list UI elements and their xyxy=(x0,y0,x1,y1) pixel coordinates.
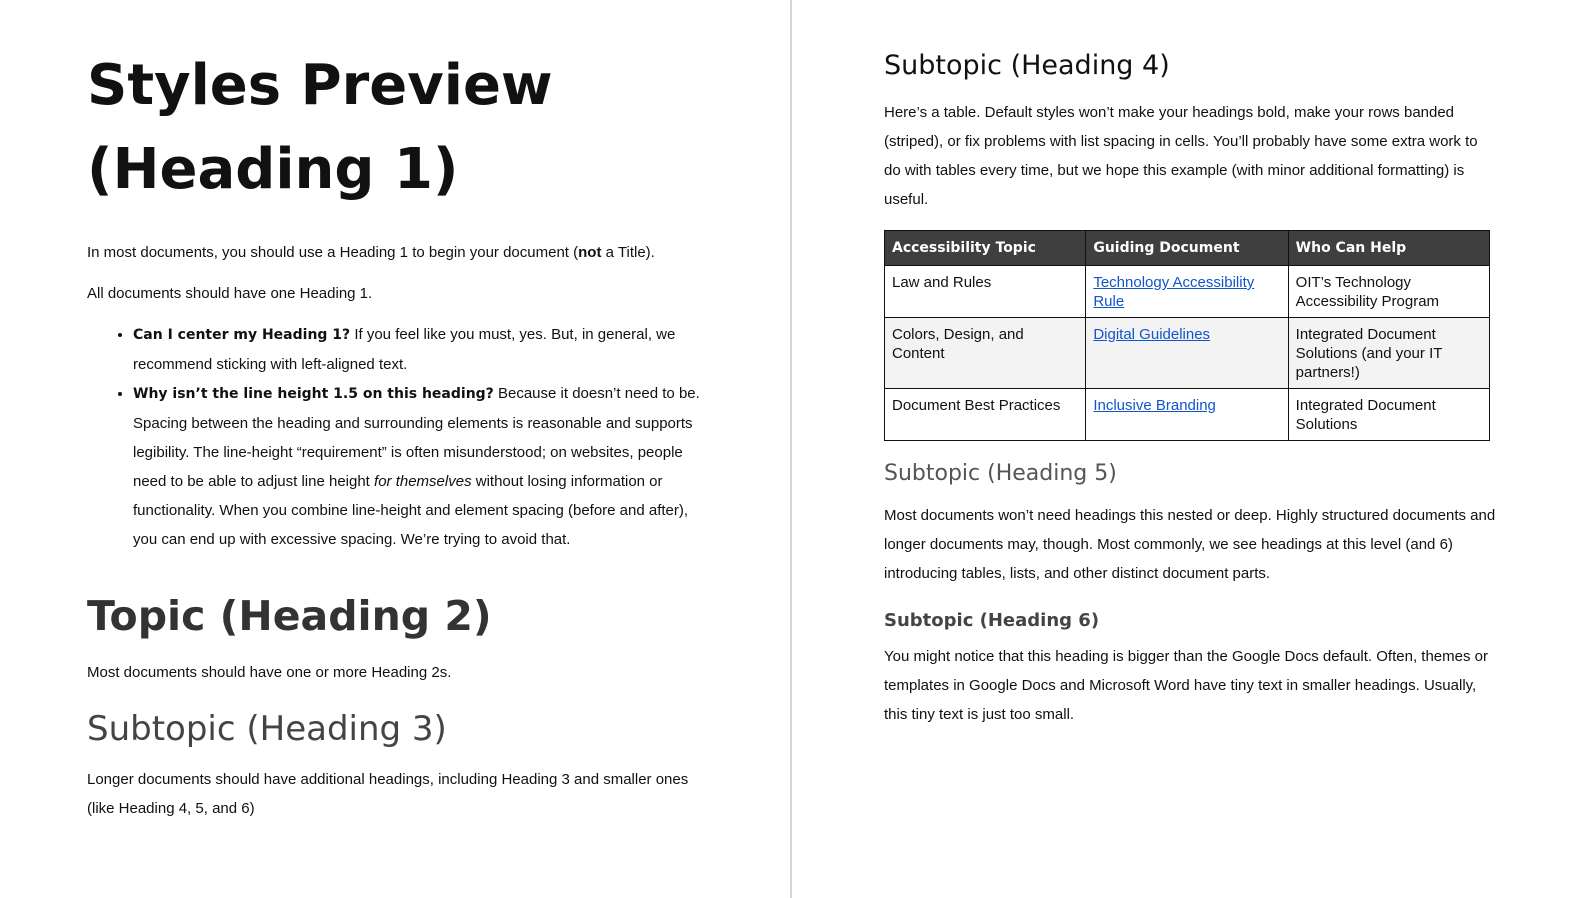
table-cell: Document Best Practices xyxy=(885,389,1086,441)
faq-list xyxy=(87,320,707,554)
page-divider xyxy=(790,0,792,898)
table-row xyxy=(885,318,1490,389)
table-cell: Colors, Design, and Content xyxy=(885,318,1086,389)
list-item: • Why isn’t the line height 1.5 on this heading? Because it doesn’t need to be. Spacing between the heading and surrounding elements is reasonable and supports legibility. The line-height “requirement” is often misunderstood; on websites, people need to be able to adjust line height for themselves without losing information or functionality. When you combine line-height and element spacing (before and after), you can end up with excessive spacing. We’re trying to avoid that. xyxy=(133,379,707,554)
heading-4: Subtopic (Heading 4) xyxy=(884,50,1170,81)
column-header: Who Can Help xyxy=(1288,231,1489,266)
table-cell: OIT’s Technology Accessibility Program xyxy=(1288,266,1489,318)
bold-not: not xyxy=(578,244,602,261)
heading-4-paragraph: Here’s a table. Default styles won’t make your headings bold, make your rows banded (striped), or fix problems with list spacing in cells. You’ll probably have some extra work to do with tables every time, but we hope this example (with minor additional formatting) is useful. xyxy=(884,104,1478,208)
right-page xyxy=(884,0,1496,729)
table-cell: Integrated Document Solutions (and your IT partners!) xyxy=(1288,318,1489,389)
link-inclusive-branding[interactable]: Inclusive Branding xyxy=(1093,397,1216,414)
heading-2-paragraph: Most documents should have one or more Heading 2s. xyxy=(87,664,452,681)
heading-5: Subtopic (Heading 5) xyxy=(884,461,1117,486)
heading-3: Subtopic (Heading 3) xyxy=(87,709,447,749)
column-header: Accessibility Topic xyxy=(885,231,1086,266)
left-page xyxy=(87,0,707,823)
table-row xyxy=(885,389,1490,441)
accessibility-table xyxy=(884,230,1490,441)
heading-2: Topic (Heading 2) xyxy=(87,592,492,640)
column-header: Guiding Document xyxy=(1086,231,1288,266)
heading-3-paragraph: Longer documents should have additional headings, including Heading 3 and smaller ones (like Heading 4, 5, and 6) xyxy=(87,771,689,817)
table-cell xyxy=(1086,389,1288,441)
one-heading-paragraph: All documents should have one Heading 1. xyxy=(87,285,373,302)
intro-paragraph: In most documents, you should use a Heading 1 to begin your document (not a Title). xyxy=(87,244,655,261)
table-row xyxy=(885,266,1490,318)
link-technology-accessibility-rule[interactable]: Technology Accessibility Rule xyxy=(1093,274,1255,310)
table-cell: Law and Rules xyxy=(885,266,1086,318)
table-cell xyxy=(1086,318,1288,389)
list-item: • Can I center my Heading 1? If you feel like you must, yes. But, in general, we recommend sticking with left-aligned text. xyxy=(133,320,707,379)
heading-1: Styles Preview (Heading 1) xyxy=(87,53,553,202)
heading-6-paragraph: You might notice that this heading is bigger than the Google Docs default. Often, themes or templates in Google Docs and Microsoft Word have tiny text in smaller headings. Usually, this tiny text is just too small. xyxy=(884,648,1488,723)
table-cell: Integrated Document Solutions xyxy=(1288,389,1489,441)
heading-6: Subtopic (Heading 6) xyxy=(884,610,1100,631)
table-header-row xyxy=(885,231,1490,266)
table-cell xyxy=(1086,266,1288,318)
heading-5-paragraph: Most documents won’t need headings this nested or deep. Highly structured documents and longer documents may, though. Most commonly, we see headings at this level (and 6) introducing tables, lists, and other distinct document parts. xyxy=(884,507,1496,582)
link-digital-guidelines[interactable]: Digital Guidelines xyxy=(1093,326,1211,343)
